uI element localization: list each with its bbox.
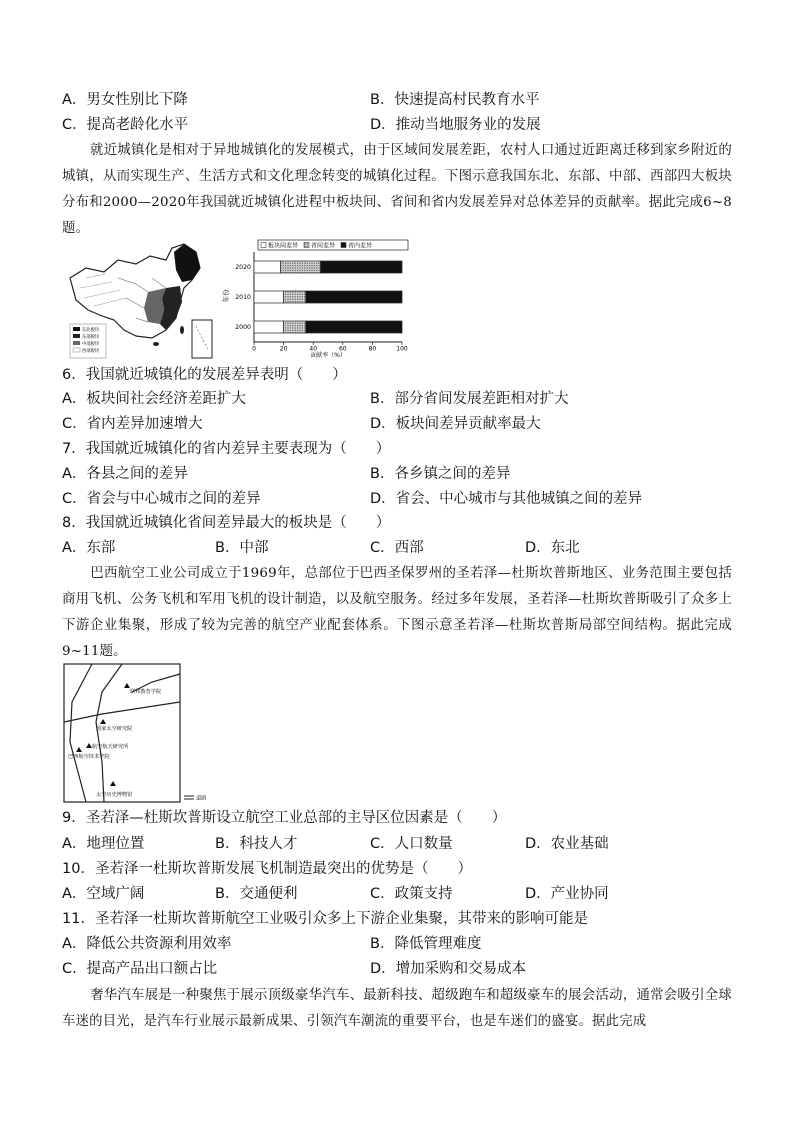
- legend-swatch-1: [304, 243, 309, 248]
- q5-option-c: C．提高老龄化水平: [62, 117, 189, 133]
- q8-option-d: D．东北: [525, 540, 580, 556]
- category-label-2020: 2020: [235, 264, 251, 271]
- category-label-2010: 2010: [235, 294, 251, 301]
- x-tick-label-100: 100: [396, 345, 408, 353]
- q7-option-a: A．各县之间的差异: [62, 466, 188, 482]
- x-tick-label-80: 80: [368, 345, 377, 353]
- q10-option-d: D．产业协同: [525, 886, 609, 902]
- q7-stem: 7．我国就近城镇化的省内差异主要表现为（ ）: [62, 441, 391, 457]
- q9-option-b: B．科技人才: [215, 836, 298, 852]
- map1-legend-c: 中部板块: [82, 342, 100, 347]
- bar-2020-1: [281, 261, 321, 273]
- q9-option-a: A．地理位置: [62, 836, 145, 852]
- q6-option-c: C．省内差异加速增大: [62, 416, 203, 432]
- q10-option-b: B．交通便利: [215, 886, 298, 902]
- q8-option-a: A．东部: [62, 540, 116, 556]
- map2-label-3: 巴西航空技术学院: [68, 754, 110, 760]
- q11-option-d: D．增加采购和交易成本: [370, 961, 527, 977]
- map2-legend: 道路: [196, 795, 207, 802]
- map2-label-1: 国家太空研究院: [96, 726, 133, 732]
- bar-2000-0: [254, 321, 284, 333]
- q7-option-b: B．各乡镇之间的差异: [370, 466, 511, 482]
- map2-label-4: 太空历史博物馆: [96, 792, 133, 798]
- legend-label-2: 省内差异: [348, 242, 373, 250]
- map1-legend-e: 东部板块: [82, 335, 100, 340]
- bar-2020-2: [321, 261, 402, 273]
- q6-stem: 6．我国就近城镇化的发展差异表明（ ）: [62, 367, 347, 383]
- q9-stem: 9．圣若泽—杜斯坎普斯设立航空工业总部的主导区位因素是（ ）: [62, 810, 507, 826]
- legend-swatch-0: [261, 243, 266, 248]
- q6-option-a: A．板块间社会经济差距扩大: [62, 391, 246, 407]
- q6-option-d: D．板块间差异贡献率最大: [370, 416, 541, 432]
- passage-embraer: 巴西航空工业公司成立于1969年，总部位于巴西圣保罗州的圣若泽—杜斯坎普斯地区、业务范围主要包括商用飞机、公务飞机和军用飞机的设计制造，以及航空服务。经过多年发展，圣若泽—杜斯坎普斯吸引了众多上下游企业集聚，形成了较为完善的航空产业配套体系。下图示意圣若泽—杜斯坎普斯局部空间结构。据此完成9~11题。: [62, 566, 732, 659]
- map2-label-2: 航空航天研究所: [92, 744, 129, 750]
- passage-urbanization: 就近城镇化是相对于异地城镇化的发展模式，由于区域间发展差距，农村人口通过近距离迁移到家乡附近的城镇，从而实现生产、生活方式和文化理念转变的城镇化过程。下图示意我国东北、东部、中部、西部四大板块分布和2000—2020年我国就近城镇化进程中板块间、省间和省内发展差异对总体差异的贡献率。据此完成6~8题。: [62, 143, 732, 236]
- map1-legend-ne: 东北板块: [82, 328, 100, 333]
- q9-option-d: D．农业基础: [525, 836, 609, 852]
- q7-option-d: D．省会、中心城市与其他城镇之间的差异: [370, 491, 643, 507]
- q11-option-c: C．提高产品出口额占比: [62, 961, 218, 977]
- legend-label-0: 板块间差异: [268, 242, 299, 250]
- q8-stem: 8．我国就近城镇化省间差异最大的板块是（ ）: [62, 515, 391, 531]
- x-tick-label-60: 60: [338, 345, 347, 353]
- chart-xlabel: 贡献率（%）: [310, 352, 346, 359]
- q5-option-a: A．男女性别比下降: [62, 92, 188, 108]
- q11-stem: 11．圣若泽一杜斯坎普斯航空工业吸引众多上下游企业集聚，其带来的影响可能是: [62, 911, 588, 927]
- q7-option-c: C．省会与中心城市之间的差异: [62, 491, 261, 507]
- q5-option-b: B．快速提高村民教育水平: [370, 92, 540, 108]
- bar-2020-0: [254, 261, 281, 273]
- contribution-chart: [222, 238, 412, 360]
- q8-option-c: C．西部: [370, 540, 424, 556]
- q11-option-a: A．降低公共资源利用效率: [62, 936, 232, 952]
- bar-2010-1: [284, 291, 306, 303]
- bar-2000-2: [306, 321, 402, 333]
- q11-option-b: B．降低管理难度: [370, 936, 482, 952]
- x-tick-label-0: 0: [252, 345, 256, 353]
- bar-2010-0: [254, 291, 284, 303]
- q5-option-d: D．推动当地服务业的发展: [370, 117, 541, 133]
- q10-stem: 10．圣若泽一杜斯坎普斯发展飞机制造最突出的优势是（ ）: [62, 861, 472, 877]
- chart-ylabel: 年份: [222, 289, 230, 303]
- legend-swatch-2: [341, 243, 346, 248]
- q6-option-b: B．部分省间发展差距相对扩大: [370, 391, 569, 407]
- bar-2000-1: [284, 321, 306, 333]
- category-label-2000: 2000: [235, 324, 251, 331]
- x-tick-label-40: 40: [309, 345, 318, 353]
- q8-option-b: B．中部: [215, 540, 269, 556]
- map1-legend-w: 西部板块: [82, 349, 100, 354]
- map2-label-0: 联邦教育学院: [130, 689, 162, 695]
- china-region-map: [66, 238, 226, 360]
- legend-label-1: 省间差异: [311, 242, 336, 250]
- x-tick-label-20: 20: [279, 345, 288, 353]
- bar-2010-2: [306, 291, 402, 303]
- sao-jose-map: [62, 662, 222, 804]
- q9-option-c: C．人口数量: [370, 836, 453, 852]
- q10-option-a: A．空域广阔: [62, 886, 145, 902]
- q10-option-c: C．政策支持: [370, 886, 453, 902]
- passage-auto-show: 奢华汽车展是一种聚焦于展示顶级豪华汽车、最新科技、超级跑车和超级豪车的展会活动，通常会吸引全球车迷的目光，是汽车行业展示最新成果、引领汽车潮流的重要平台，也是车迷们的盛宴。据此完成: [62, 988, 732, 1029]
